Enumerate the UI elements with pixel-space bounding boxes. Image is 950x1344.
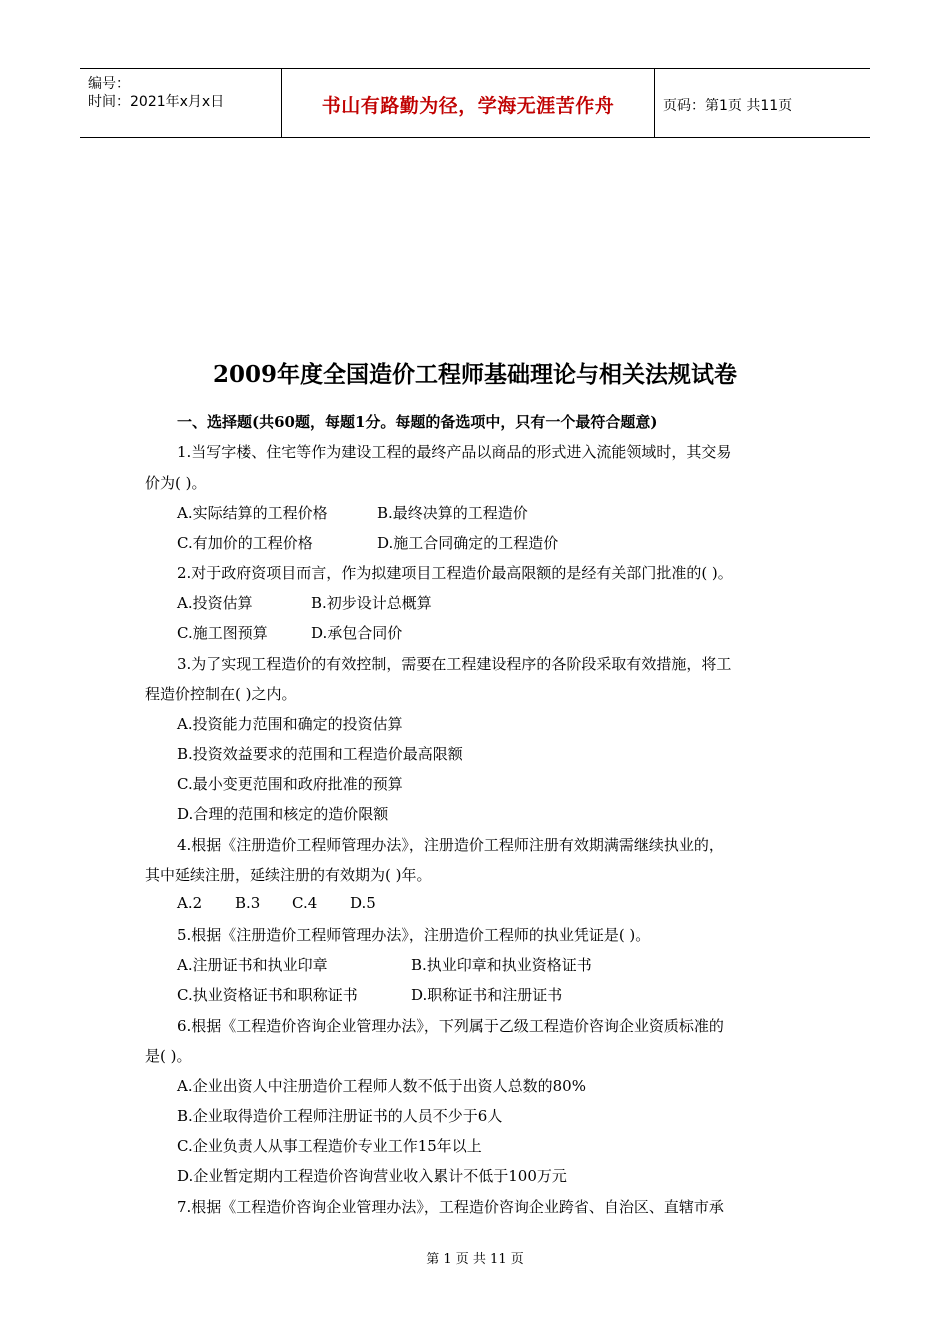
header-right-cell <box>655 69 870 137</box>
question-3-stem-line2: 程造价控制在( )之内。 <box>145 685 297 703</box>
question-1-option-c: C.有加价的工程价格 <box>177 534 313 552</box>
question-1-stem-line1: 1.当写字楼、住宅等作为建设工程的最终产品以商品的形式进入流能领域时，其交易 <box>177 443 732 461</box>
header-table <box>80 68 870 138</box>
question-2-option-d: D.承包合同价 <box>311 624 403 642</box>
page-footer: 第 1 页 共 11 页 <box>426 1252 524 1267</box>
question-1-stem-line2: 价为( )。 <box>145 474 207 492</box>
question-3-stem-line1: 3.为了实现工程造价的有效控制，需要在工程建设程序的各阶段采取有效措施，将工 <box>177 655 732 673</box>
question-4-option-b: B.3 <box>235 894 261 912</box>
question-6-option-b: B.企业取得造价工程师注册证书的人员不少于6人 <box>177 1107 503 1125</box>
document-date-label: 时间：2021年x月x日 <box>88 94 225 110</box>
question-5-option-b: B.执业印章和执业资格证书 <box>411 956 592 974</box>
question-2-option-b: B.初步设计总概算 <box>311 594 432 612</box>
question-4-option-a: A.2 <box>177 894 203 912</box>
question-4-option-d: D.5 <box>350 894 376 912</box>
header-motto-cell <box>281 69 655 137</box>
question-6-option-a: A.企业出资人中注册造价工程师人数不低于出资人总数的80% <box>177 1077 586 1095</box>
question-4-stem-line2: 其中延续注册，延续注册的有效期为( )年。 <box>145 866 432 884</box>
page-info: 页码：第1页 共11页 <box>663 98 793 114</box>
question-2-option-c: C.施工图预算 <box>177 624 268 642</box>
question-1-option-a: A.实际结算的工程价格 <box>177 504 328 522</box>
question-6-option-c: C.企业负责人从事工程造价专业工作15年以上 <box>177 1137 482 1155</box>
header-motto: 书山有路勤为径，学海无涯苦作舟 <box>321 95 615 117</box>
question-5-stem-line1: 5.根据《注册造价工程师管理办法》，注册造价工程师的执业凭证是( )。 <box>177 926 651 944</box>
question-6-stem-line1: 6.根据《工程造价咨询企业管理办法》，下列属于乙级工程造价咨询企业资质标准的 <box>177 1017 724 1035</box>
question-5-option-c: C.执业资格证书和职称证书 <box>177 986 358 1004</box>
question-1-option-b: B.最终决算的工程造价 <box>377 504 528 522</box>
question-7-stem-line1: 7.根据《工程造价咨询企业管理办法》，工程造价咨询企业跨省、自治区、直辖市承 <box>177 1198 724 1216</box>
question-3-option-d: D.合理的范围和核定的造价限额 <box>177 805 389 823</box>
question-3-option-a: A.投资能力范围和确定的投资估算 <box>177 715 403 733</box>
question-6-option-d: D.企业暂定期内工程造价咨询营业收入累计不低于100万元 <box>177 1167 567 1185</box>
question-6-stem-line2: 是( )。 <box>145 1047 192 1065</box>
header-left-cell <box>80 69 280 137</box>
question-2-stem-line1: 2.对于政府资项目而言，作为拟建项目工程造价最高限额的是经有关部门批准的( )。 <box>177 564 733 582</box>
question-4-stem-line1: 4.根据《注册造价工程师管理办法》，注册造价工程师注册有效期满需继续执业的， <box>177 836 724 854</box>
question-1-option-d: D.施工合同确定的工程造价 <box>377 534 559 552</box>
question-5-option-d: D.职称证书和注册证书 <box>411 986 563 1004</box>
document-number-label: 编号： <box>88 76 130 92</box>
section-heading: 一、选择题(共60题，每题1分。每题的备选项中，只有一个最符合题意) <box>177 413 658 431</box>
question-2-option-a: A.投资估算 <box>177 594 253 612</box>
question-4-option-c: C.4 <box>292 894 318 912</box>
question-3-option-c: C.最小变更范围和政府批准的预算 <box>177 775 403 793</box>
question-3-option-b: B.投资效益要求的范围和工程造价最高限额 <box>177 745 463 763</box>
question-5-option-a: A.注册证书和执业印章 <box>177 956 328 974</box>
page-title: 2009年度全国造价工程师基础理论与相关法规试卷 <box>212 361 737 388</box>
